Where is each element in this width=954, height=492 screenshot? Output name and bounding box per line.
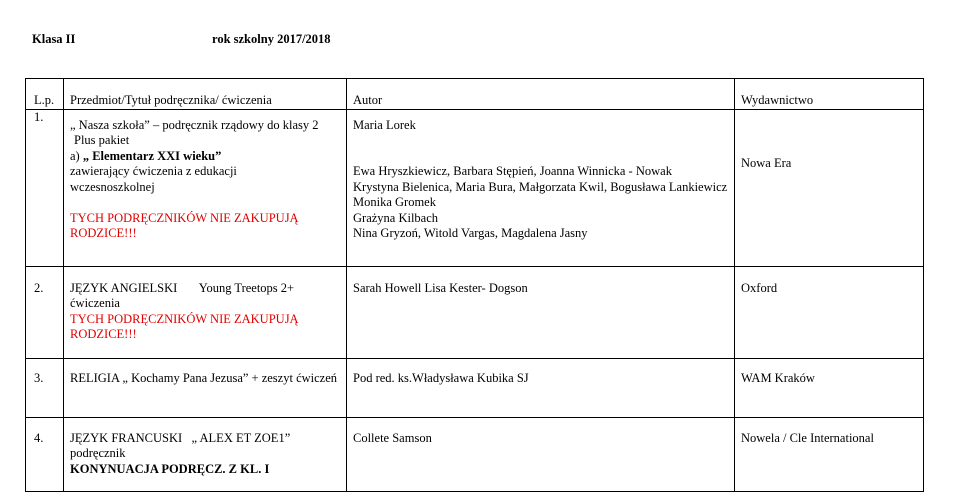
author-text: Grażyna Kilbach (353, 210, 439, 225)
continuation-note: KONYNUACJA PODRĘCZ. Z KL. I (70, 461, 270, 476)
author-cell (347, 417, 735, 491)
title-cell (64, 266, 347, 358)
column-header-author: Autor (347, 79, 735, 110)
author-text: Sarah Howell Lisa Kester- Dogson (353, 280, 528, 295)
author-text: Pod red. ks.Władysława Kubika SJ (353, 370, 529, 385)
list-marker: a) (70, 148, 83, 163)
title-line (70, 149, 340, 165)
title-cell (64, 109, 347, 266)
author-text: Ewa Hryszkiewicz, Barbara Stępień, Joanna Winnicka - Nowak (353, 164, 672, 178)
title-line: wczesnoszkolnej (70, 179, 155, 194)
column-header-lp: L.p. (26, 79, 64, 110)
author-cell (347, 109, 735, 266)
publisher-cell (735, 266, 924, 358)
textbook-table (25, 78, 924, 492)
author-text: Nina Gryzoń, Witold Vargas, Magdalena Jasny (353, 226, 588, 240)
author-text: Krystyna Bielenica, Maria Bura, Małgorzata Kwil, Bogusława Lankiewicz (353, 179, 728, 194)
warning-text: TYCH PODRĘCZNIKÓW NIE ZAKUPUJĄ RODZICE!!! (70, 210, 299, 240)
row-number: 2. (26, 266, 64, 358)
table-header-row (26, 79, 924, 110)
title-line: Plus pakiet (74, 133, 130, 147)
title-line: podręcznik (70, 446, 126, 460)
title-line: zawierający ćwiczenia z edukacji (70, 164, 237, 178)
table-row (26, 417, 924, 491)
column-header-title: Przedmiot/Tytuł podręcznika/ ćwiczenia (64, 79, 347, 110)
title-line: „ Nasza szkoła” – podręcznik rządowy do klasy 2 (70, 117, 319, 132)
author-cell (347, 266, 735, 358)
author-text: Monika Gromek (353, 195, 436, 209)
table-row (26, 109, 924, 266)
book-title: „ Elementarz XXI wieku” (82, 148, 222, 163)
publisher-text: Oxford (741, 280, 778, 295)
school-year-label: rok szkolny 2017/2018 (212, 32, 331, 46)
table-row (26, 266, 924, 358)
publisher-cell (735, 109, 924, 266)
publisher-text: Nowa Era (741, 155, 792, 170)
table-row (26, 358, 924, 417)
warning-text: TYCH PODRĘCZNIKÓW NIE ZAKUPUJĄ RODZICE!!! (70, 311, 299, 341)
subject-title: RELIGIA „ Kochamy Pana Jezusa” + zeszyt ćwiczeń (70, 370, 338, 385)
author-text: Collete Samson (353, 430, 432, 445)
title-line: ćwiczenia (70, 296, 120, 310)
class-label: Klasa II (32, 32, 76, 46)
publisher-text: Nowela / Cle International (741, 430, 874, 445)
title-cell (64, 358, 347, 417)
row-number: 1. (26, 109, 64, 266)
title-cell (64, 417, 347, 491)
subject-title: JĘZYK ANGIELSKI Young Treetops 2+ (70, 280, 295, 295)
column-header-publisher: Wydawnictwo (735, 79, 924, 110)
row-number: 4. (26, 417, 64, 491)
publisher-cell (735, 417, 924, 491)
row-number: 3. (26, 358, 64, 417)
author-cell (347, 358, 735, 417)
subject-title: JĘZYK FRANCUSKI „ ALEX ET ZOE1” (70, 430, 291, 445)
publisher-cell (735, 358, 924, 417)
author-text: Maria Lorek (353, 117, 416, 132)
publisher-text: WAM Kraków (741, 370, 815, 385)
